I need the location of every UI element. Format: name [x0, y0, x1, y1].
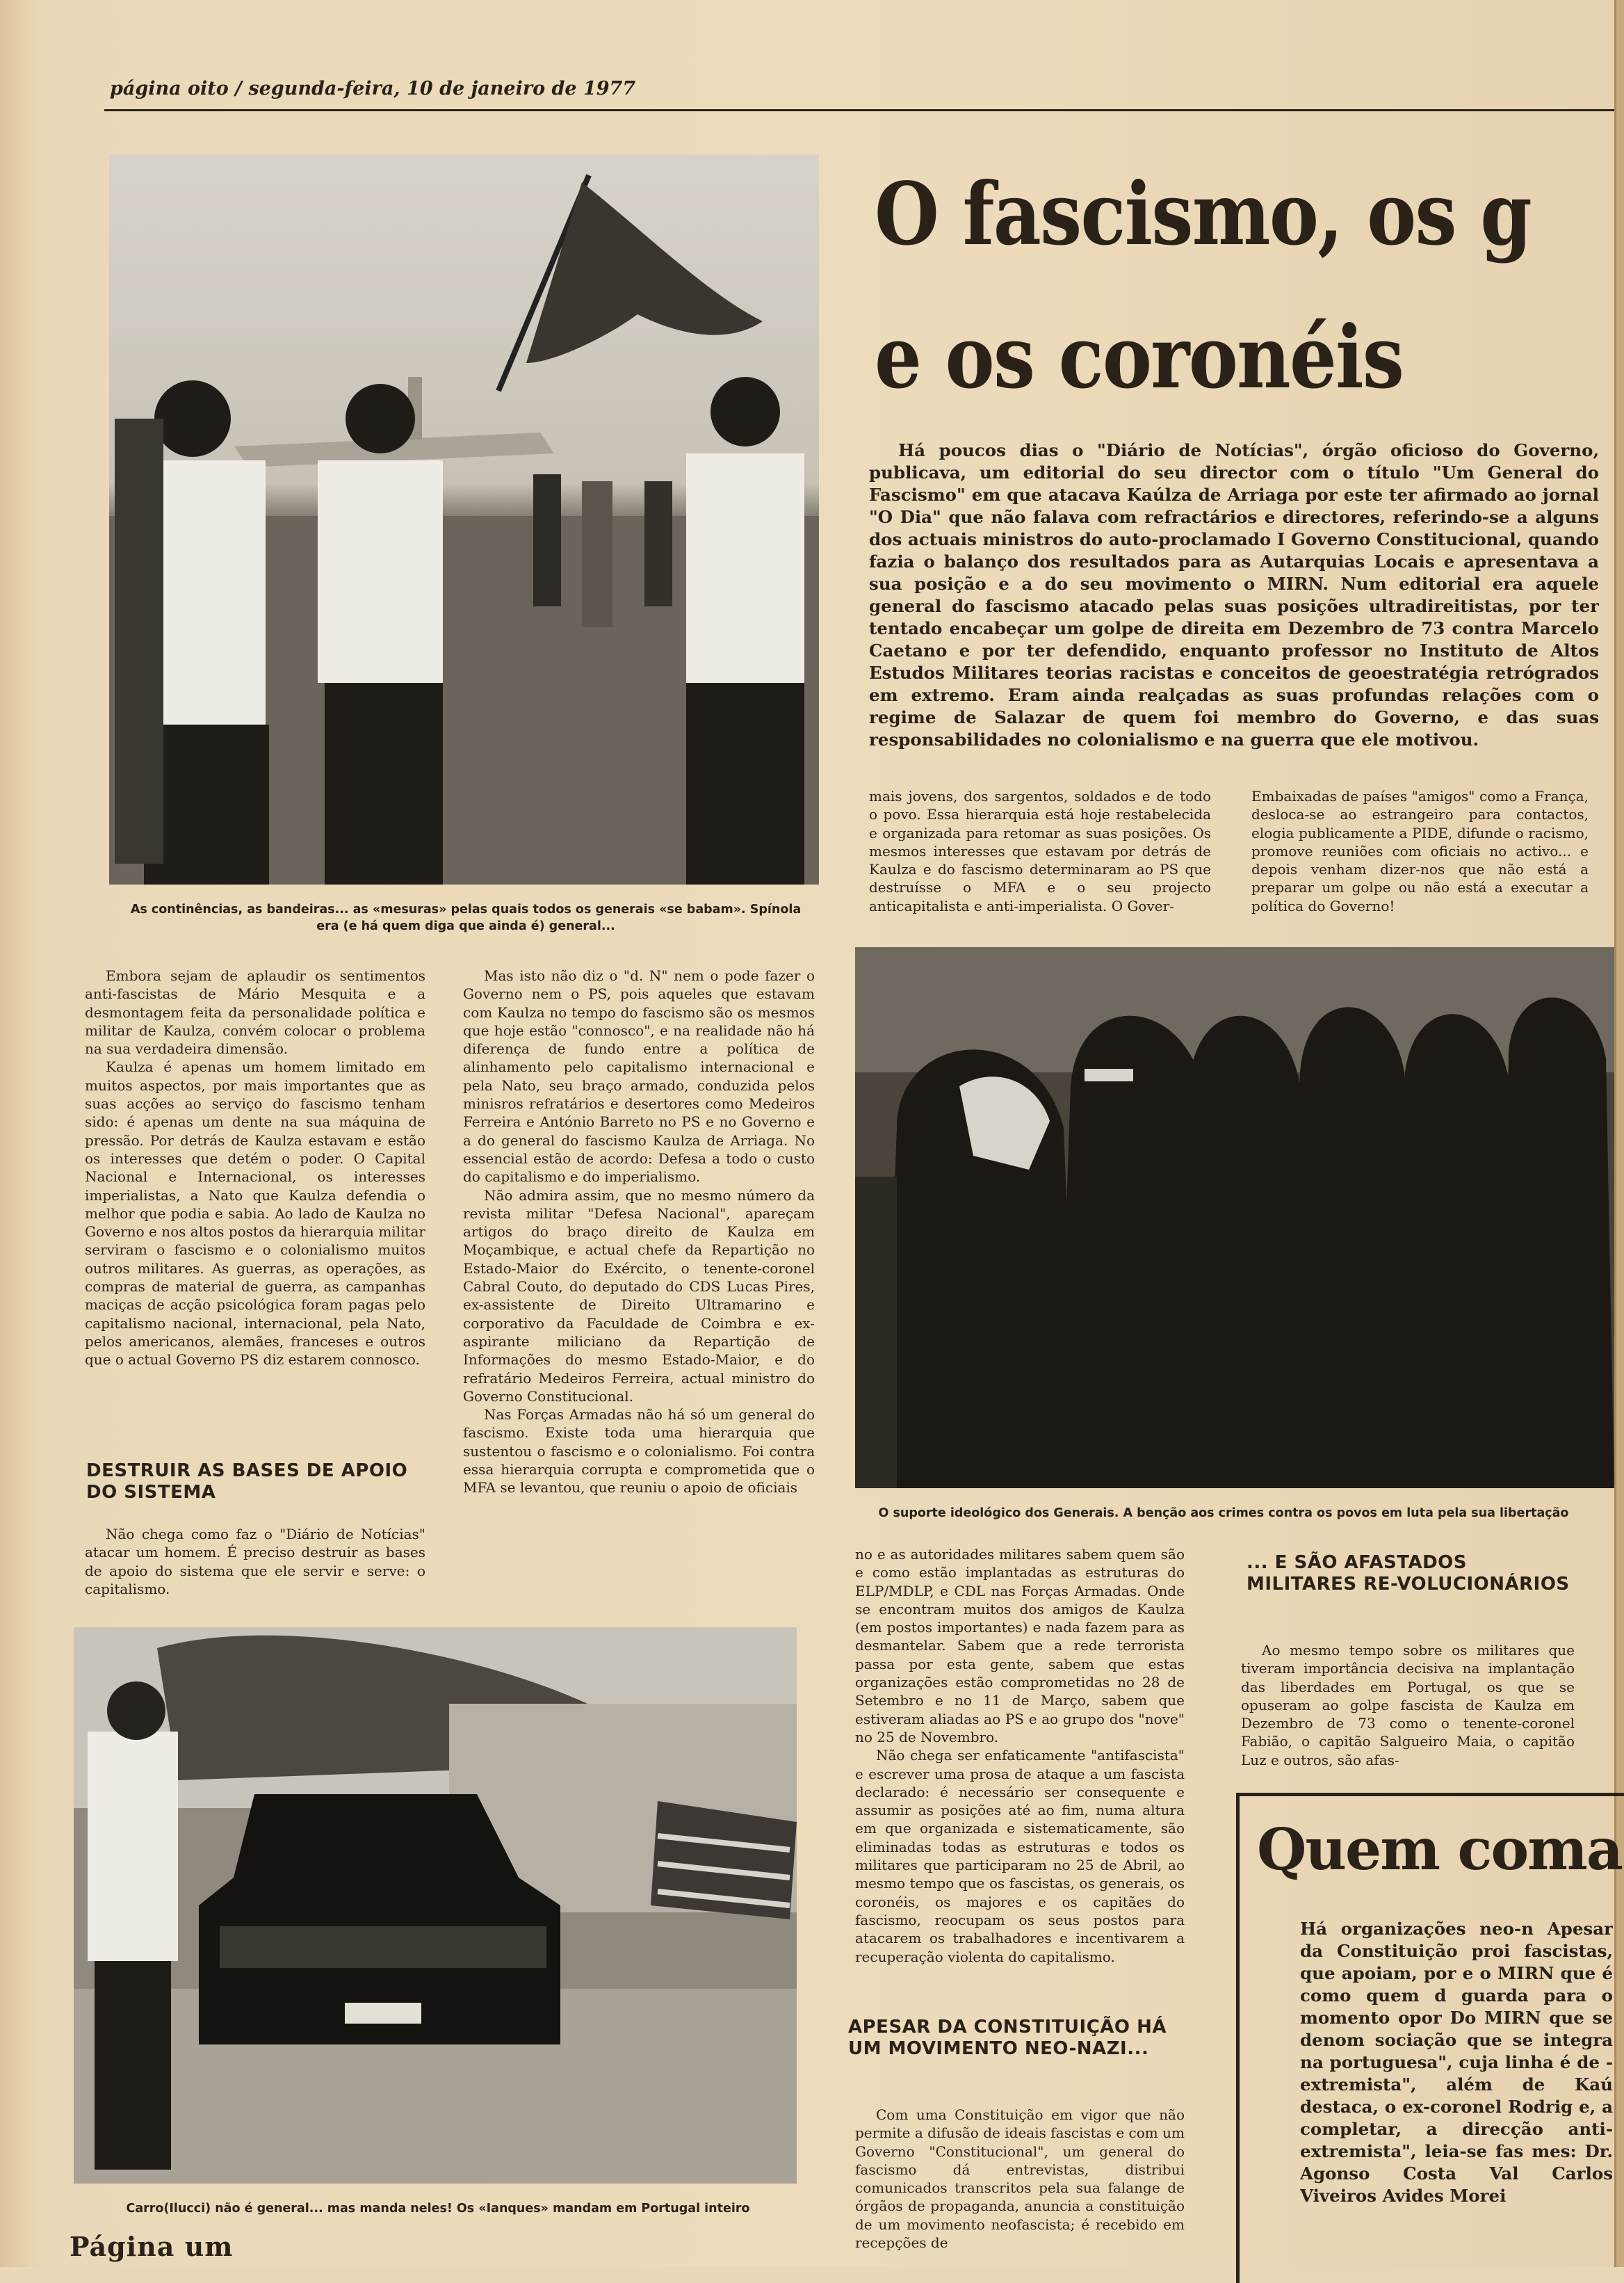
column-2-para-2: Não admira assim, que no mesmo número da revista militar "Defesa Nacional", apareçam artigos do braço direito de Kaulza em Moçambique, e actual chefe da Repartição no Estado-Maior do Exército, o tenente-coronel Cabral Couto, do deputado do CDS Lucas Pires, ex-assistente de Direito Ultramarino e corporativo da Faculdade de Coimbra e ex-aspirante miliciano da Repartição de Informações do mesmo Estado-Maior, e do refratário Medeiros Ferreira, actual ministro do Governo Constitucional.: [463, 1186, 815, 1405]
subheading-destruir: DESTRUIR AS BASES DE APOIO DO SISTEMA: [86, 1460, 408, 1503]
column-1-para-1: Embora sejam de aplaudir os sentimentos anti-fascistas de Mário Mesquita e a desmontagem feita da personalidade política e militar de Kaulza, convém colocar o problema na sua verdadeira dimensão.: [85, 967, 425, 1058]
photo-car: [74, 1627, 797, 2184]
photo-honor-guard-caption: As continências, as bandeiras... as «mesuras» pelas quais todos os generais «se babam». Spínola era (e há quem diga que ainda é) general...: [130, 903, 802, 933]
column-3-bottom-tail: [855, 2106, 1185, 2267]
column-1-para-3: Não chega como faz o "Diário de Notícias" atacar um homem. É preciso destruir as bases de apoio do sistema que ele servir e serve: o capitalismo.: [85, 1526, 425, 1597]
column-1: [85, 967, 425, 1606]
column-3-bottom-para-2: Não chega ser enfaticamente "antifascista" e escrever uma prosa de ataque a um fascista declarado: é necessário ser consequente e assumir as posições até ao fim, numa altura em que organizada e sistematicamente, são eliminadas todas as estruturas e todos os militares que participaram no 25 de Abril, ao mesmo tempo que os fascistas, os generais, os coronéis, os majores e os capitães do fascismo, reocupam os seus postos para atacarem os trabalhadores e incentivarem a recuperação violenta do capitalismo.: [855, 1747, 1185, 1965]
column-3-top: [869, 787, 1211, 944]
car-image: [74, 1627, 797, 2184]
photo-nuns: [855, 947, 1614, 1488]
column-3-bottom: [855, 1545, 1185, 2003]
column-2-para-3: Nas Forças Armadas não há só um general do fascismo. Existe toda uma hierarquia que sustentou o fascismo e o colonialismo. Foi contra essa hierarquia corrupta e comprometida que o MFA se levantou, que reuniu o apoio de oficiais: [463, 1406, 815, 1497]
photo-honor-guard: [109, 154, 819, 885]
subheading-apesar: APESAR DA CONSTITUIÇÃO HÁ UM MOVIMENTO NEO-NAZI...: [848, 2017, 1167, 2059]
column-4-bottom: [1241, 1641, 1575, 1780]
headline-line-2: e os coronéis: [875, 307, 1404, 408]
column-4-bottom-para-1: Ao mesmo tempo sobre os militares que tiveram importância decisiva na implantação das liberdades em Portugal, os que se opuseram ao golpe fascista de Kaulza em Dezembro de 73 como o tenente-coronel Fabião, o capitão Salgueiro Maia, o capitão Luz e outros, são afas-: [1241, 1642, 1575, 1768]
photo-car-caption: Carro(Ilucci) não é general... mas manda neles! Os «Ianques» mandam em Portugal inteiro: [126, 2202, 750, 2216]
column-4-top-text: Embaixadas de países "amigos" como a França, desloca-se ao estrangeiro para contactos, elogia publicamente a PIDE, difunde o racismo, promove reuniões com oficiais no activo... e depois venham dizer-nos que não está a preparar um golpe ou não está a executar a política do Governo!: [1251, 788, 1589, 914]
page-header: página oito / segunda-feira, 10 de janeiro de 1977: [110, 78, 636, 99]
column-2: [463, 967, 815, 1606]
box-title: Quem coma: [1257, 1816, 1623, 1883]
headline-line-1: O fascismo, os g: [875, 164, 1532, 265]
header-rule: [104, 109, 1614, 111]
column-3-bottom-para-3: Com uma Constituição em vigor que não permite a difusão de ideais fascistas e com um Governo "Constitucional", um general do fascismo dá entrevistas, distribui comunicados transcritos pela sua falange de órgãos de propaganda, anuncia a constituição de um movimento neofascista; é recebido em recepções de: [855, 2106, 1185, 2252]
photo-nuns-caption: O suporte ideológico dos Generais. A benção aos crimes contra os povos em luta pela sua libertação: [878, 1506, 1569, 1520]
column-4-top: [1251, 787, 1589, 944]
box-para-1: Há organizações neo-n Apesar da Constituição proi fascistas, que apoiam, por e o MIRN que é como quem d guarda para o momento opor: [1300, 1919, 1613, 2028]
column-1-para-2: Kaulza é apenas um homem limitado em muitos aspectos, por mais importantes que as suas acções ao serviço do fascismo tenham sido: é apenas um dente na sua máquina de pressão. Por detrás de Kaulza estavam e estão os interesses que detém o poder. O Capital Nacional e Internacional, os interesses imperialistas, a Nato que Kaulza defendia o melhor que podia e sabia. Ao lado de Kaulza no Governo e nos altos postos da hierarquia militar serviram o fascismo e o colonialismo muitos outros militares. As guerras, as operações, as compras de material de guerra, as campanhas maciças de acção psicológica foram pagas pelo capitalismo nacional, internacional, pela Nato, pelos americanos, alemães, franceses e outros que o actual Governo PS diz estarem connosco.: [85, 1058, 425, 1369]
box-para-2: Do MIRN que se denom sociação que se integra na portuguesa", cuja linha é de -extremista", além de Kaú destaca, o ex-coronel Rodrig e, a completar, a direcção anti-extremista", leia-se fas mes: Dr. Agonso Costa Val Carlos Viveiros Avides Morei: [1300, 2008, 1613, 2206]
column-2-para-1: Mas isto não diz o "d. N" nem o pode fazer o Governo nem o PS, pois aqueles que estavam com Kaulza no tempo do fascismo são os mesmos que hoje estão "connosco", e na realidade não há diferença de fundo entre a política de alinhamento pelo capitalismo internacional e pela Nato, seu braço armado, conduzida pelos minisros refratários e desertores como Medeiros Ferreira e António Barreto no PS e no Governo e a do general do fascismo Kaulza de Arriaga. No essencial estão de acordo: Defesa a todo o custo do capitalismo e do imperialismo.: [463, 967, 815, 1186]
subheading-afastados: ... E SÃO AFASTADOS MILITARES RE-VOLUCIONÁRIOS: [1247, 1552, 1570, 1595]
nuns-image: [855, 947, 1614, 1488]
footer-label: Página um: [70, 2231, 234, 2262]
box-text: [1300, 1918, 1613, 2259]
article-intro: Há poucos dias o "Diário de Notícias", órgão oficioso do Governo, publicava, um editorial do seu director com o título "Um General do Fascismo" em que atacava Kaúlza de Arriaga por este ter afirmado ao jornal "O Dia" que não falava com refractários e directores, referindo-se a alguns dos actuais ministros do auto-proclamado I Governo Constitucional, quando fazia o balanço dos resultados para as Autarquias Locais e apresentava a sua posição e a do seu movimento o MIRN. Num editorial era aquele general do fascismo atacado pelas suas posições ultradireitistas, por ter tentado encabeçar um golpe de direita em Dezembro de 73 contra Marcelo Caetano e por ter defendido, enquanto professor no Instituto de Altos Estudos Militares teorias racistas e conceitos de geoestratégia retrógrados em extremo. Eram ainda realçadas as suas profundas relações com o regime de Salazar de quem foi membro do Governo, e das suas responsabilidades no colonialismo e na guerra que ele motivou.: [869, 440, 1599, 750]
column-3-top-text: mais jovens, dos sargentos, soldados e de todo o povo. Essa hierarquia está hoje restabelecida e organizada para retomar as suas posições. Os mesmos interesses que estavam por detrás de Kaulza e do fascismo determinaram ao PS que destruísse o MFA e o seu projecto anticapitalista e anti-imperialista. O Gover-: [869, 788, 1211, 914]
column-1-tail: [85, 1525, 425, 1608]
honor-guard-image: [109, 154, 819, 885]
column-3-bottom-para-1: no e as autoridades militares sabem quem são e como estão implantadas as estruturas do ELP/MDLP, e CDL nas Forças Armadas. Onde se encontram muitos dos amigos de Kaulza (em postos importantes) e nada fazem para as desmantelar. Sabem que a rede terrorista passa por esta gente, sabem que estas organizações estão comprometidas no 28 de Setembro e no 11 de Março, sabem que estiveram aliadas ao PS e ao grupo dos "nove" no 25 de Novembro.: [855, 1546, 1185, 1745]
